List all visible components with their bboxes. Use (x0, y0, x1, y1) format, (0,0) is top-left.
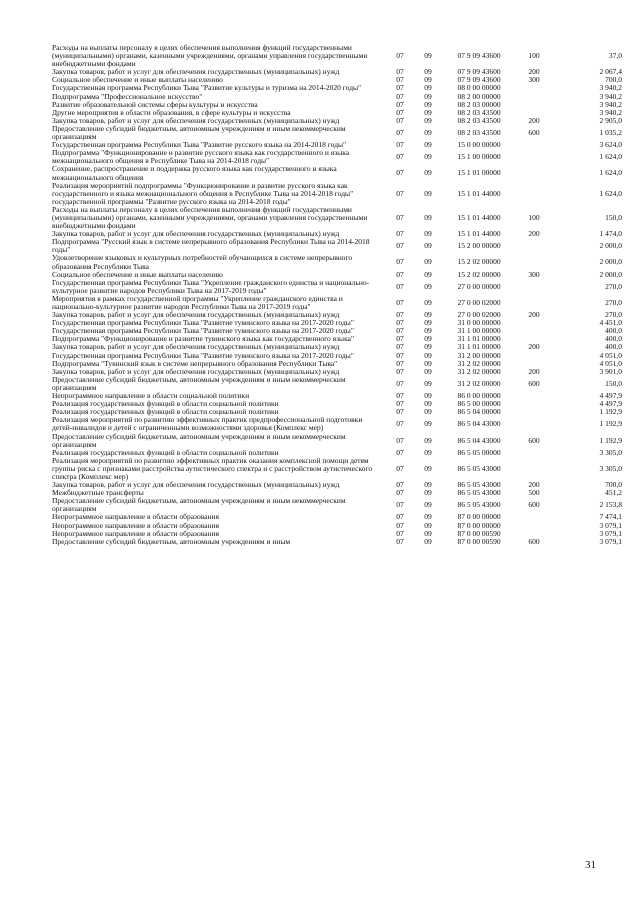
row-name: Реализация мероприятий по развитию эффективных практик предпрофессиональной подготовки детей-инвалидов и детей с ограниченными возможностями здоровья (Комплекс мер) (52, 415, 363, 433)
row-subsection: 09 (424, 399, 432, 409)
row-expense-type: 200 (528, 342, 540, 352)
row-target-article: 08 0 00 00000 (457, 83, 501, 93)
row-amount: 3 901,0 (599, 366, 622, 376)
row-subsection: 09 (424, 342, 432, 352)
table-row (52, 165, 622, 181)
row-section: 07 (396, 188, 404, 198)
row-section: 07 (396, 83, 404, 93)
row-expense-type: 600 (528, 127, 540, 137)
row-subsection: 09 (424, 67, 432, 77)
row-section: 07 (396, 107, 404, 117)
row-subsection: 09 (424, 212, 432, 222)
row-subsection: 09 (424, 241, 432, 251)
row-expense-type (516, 392, 552, 400)
row-expense-type (516, 513, 552, 521)
row-section: 07 (396, 512, 404, 522)
row-target-article: 15 2 00 00000 (457, 241, 501, 251)
row-section: 07 (396, 391, 404, 401)
row-target-article: 86 5 05 43000 (457, 488, 501, 498)
row-target-article: 87 0 00 00590 (457, 528, 501, 538)
row-amount: 4 051,0 (599, 358, 622, 368)
row-amount: 270,0 (605, 281, 622, 291)
row-amount: 4 497,9 (599, 391, 622, 401)
row-expense-type (516, 141, 552, 149)
row-subsection: 09 (424, 488, 432, 498)
row-amount: 150,0 (605, 378, 622, 388)
table-row (52, 254, 622, 270)
row-section: 07 (396, 269, 404, 279)
budget-table (52, 44, 622, 546)
row-target-article: 31 0 00 00000 (457, 318, 501, 328)
row-expense-type (516, 165, 552, 181)
row-amount: 3 079,1 (599, 536, 622, 546)
row-amount: 2 000,0 (599, 241, 622, 251)
row-expense-type (516, 416, 552, 432)
row-name: Социальное обеспечение и иные выплаты населению (52, 75, 223, 85)
row-expense-type (516, 327, 552, 335)
row-expense-type: 200 (528, 229, 540, 239)
row-name: Расходы на выплаты персоналу в целях обеспечения выполнения функций государственными (муниципальными) органами, казенными учреждениями, органами управления государственными внебюджетными фондами (52, 43, 368, 69)
row-section: 07 (396, 435, 404, 445)
row-amount: 4 451,0 (599, 318, 622, 328)
row-amount: 700,0 (605, 75, 622, 85)
row-expense-type (516, 238, 552, 254)
row-name: Непрограммное направление в области социальной политики (52, 391, 250, 401)
row-subsection: 09 (424, 257, 432, 267)
row-amount: 3 624,0 (599, 140, 622, 150)
row-section: 07 (396, 488, 404, 498)
row-amount: 400,0 (605, 326, 622, 336)
row-amount: 2 153,8 (599, 500, 622, 510)
row-amount: 400,0 (605, 334, 622, 344)
row-amount: 3 079,1 (599, 528, 622, 538)
row-name: Подпрограмма "Функционирование и развитие тувинского языка как государственного языка" (52, 334, 355, 344)
row-expense-type: 600 (528, 378, 540, 388)
row-name: Подпрограмма "Русский язык в системе непрерывного образования Республики Тыва на 2014-2018 годы" (52, 237, 370, 255)
budget-table-body (52, 44, 622, 546)
row-target-article: 31 2 02 00000 (457, 358, 501, 368)
row-target-article: 15 2 02 00000 (457, 257, 501, 267)
row-subsection: 09 (424, 91, 432, 101)
row-section: 07 (396, 168, 404, 178)
row-name: Предоставление субсидий бюджетным, автономным учреждениям и иным некоммерческим организациям (52, 123, 346, 142)
row-section: 07 (396, 528, 404, 538)
row-target-article: 27 0 00 02000 (457, 297, 501, 307)
row-section: 07 (396, 310, 404, 320)
row-target-article: 31 1 01 00000 (457, 342, 501, 352)
row-section: 07 (396, 75, 404, 85)
row-name: Социальное обеспечение и иные выплаты населению (52, 269, 223, 279)
row-name: Предоставление субсидий бюджетным, автономным учреждениям и иным некоммерческим организациям (52, 374, 346, 392)
row-expense-type (516, 400, 552, 408)
table-row (52, 433, 622, 449)
row-name: Удовлетворение языковых и культурных потребностей обучающихся в системе непрерывного образования Республики Тыва (52, 253, 353, 271)
row-section: 07 (396, 334, 404, 344)
row-name: Реализация государственных функций в области социальной политики (52, 399, 279, 409)
row-expense-type: 600 (528, 536, 540, 546)
row-section: 07 (396, 536, 404, 546)
row-target-article: 86 5 00 00000 (457, 399, 501, 409)
row-amount: 2 000,0 (599, 269, 622, 279)
row-amount: 37,0 (608, 51, 622, 61)
row-name: Предоставление субсидий бюджетным, автономным учреждениям и иным некоммерческим организациям (52, 431, 346, 449)
row-subsection: 09 (424, 99, 432, 109)
row-section: 07 (396, 366, 404, 376)
row-target-article: 31 2 02 00000 (457, 378, 501, 388)
row-subsection: 09 (424, 51, 432, 61)
row-name: Реализация государственных функций в области социальной политики (52, 407, 279, 417)
row-expense-type (516, 254, 552, 270)
row-expense-type: 100 (528, 212, 540, 222)
row-amount: 3 940,2 (599, 99, 622, 109)
row-subsection: 09 (424, 419, 432, 429)
row-expense-type (516, 352, 552, 360)
table-row (52, 182, 622, 206)
row-subsection: 09 (424, 188, 432, 198)
row-name: Непрограммное направление в области образования (52, 520, 219, 530)
row-subsection: 09 (424, 447, 432, 457)
row-subsection: 09 (424, 334, 432, 344)
row-name: Закупка товаров, работ и услуг для обеспечения государственных (муниципальных) нужд (52, 342, 340, 352)
row-amount: 1 035,2 (599, 127, 622, 137)
row-section: 07 (396, 350, 404, 360)
table-row (52, 44, 622, 68)
row-section: 07 (396, 297, 404, 307)
table-row (52, 238, 622, 254)
row-subsection: 09 (424, 435, 432, 445)
row-target-article: 87 0 00 00000 (457, 512, 501, 522)
row-amount: 2 000,0 (599, 257, 622, 267)
table-row (52, 149, 622, 165)
row-subsection: 09 (424, 536, 432, 546)
row-expense-type (516, 279, 552, 295)
row-expense-type: 300 (528, 75, 540, 85)
row-section: 07 (396, 407, 404, 417)
row-subsection: 09 (424, 463, 432, 473)
row-section: 07 (396, 342, 404, 352)
row-section: 07 (396, 67, 404, 77)
row-name: Подпрограмма "Тувинский язык в системе непрерывного образования Республики Тыва" (52, 358, 338, 368)
row-amount: 3 940,2 (599, 107, 622, 117)
row-name: Расходы на выплаты персоналу в целях обеспечения выполнения функций государственными (муниципальными) органами, казенными учреждениями, органами управления государственными внебюджетными фондами (52, 204, 368, 231)
row-subsection: 09 (424, 168, 432, 178)
row-section: 07 (396, 241, 404, 251)
row-name: Закупка товаров, работ и услуг для обеспечения государственных (муниципальных) нужд (52, 229, 340, 239)
row-section: 07 (396, 99, 404, 109)
row-target-article: 08 2 03 43500 (457, 127, 501, 137)
row-section: 07 (396, 480, 404, 490)
row-target-article: 07 9 09 43600 (457, 51, 501, 61)
row-section: 07 (396, 51, 404, 61)
row-target-article: 86 5 05 00000 (457, 447, 501, 457)
row-amount: 1 192,9 (599, 435, 622, 445)
row-expense-type (516, 457, 552, 481)
row-expense-type: 200 (528, 310, 540, 320)
row-subsection: 09 (424, 378, 432, 388)
row-name: Государственная программа Республики Тыва "Развитие культуры и туризма на 2014-2020 годы" (52, 83, 362, 93)
row-expense-type (516, 101, 552, 109)
table-row (52, 279, 622, 295)
row-subsection: 09 (424, 107, 432, 117)
row-amount: 3 305,0 (599, 463, 622, 473)
row-subsection: 09 (424, 326, 432, 336)
row-subsection: 09 (424, 127, 432, 137)
row-name: Государственная программа Республики Тыва "Развитие тувинского языка на 2017-2020 годы" (52, 326, 354, 336)
row-target-article: 27 0 00 02000 (457, 310, 501, 320)
row-expense-type (516, 182, 552, 206)
row-subsection: 09 (424, 358, 432, 368)
row-subsection: 09 (424, 512, 432, 522)
row-target-article: 15 1 01 44000 (457, 212, 501, 222)
row-name: Реализация государственных функций в области социальной политики (52, 447, 279, 457)
row-target-article: 15 1 00 00000 (457, 152, 501, 162)
row-section: 07 (396, 91, 404, 101)
row-target-article: 08 2 03 43500 (457, 107, 501, 117)
row-target-article: 86 5 04 43000 (457, 419, 501, 429)
row-target-article: 86 0 00 00000 (457, 391, 501, 401)
row-name: Реализация мероприятий по развитию эффективных практик оказания комплексной помощи детям группы риска с признаками расстройства аутистического спектра и с расстройством аутистического спектра (Комплекс мер) (52, 455, 373, 481)
row-section: 07 (396, 257, 404, 267)
row-subsection: 09 (424, 83, 432, 93)
row-amount: 1 624,0 (599, 152, 622, 162)
row-name: Закупка товаров, работ и услуг для обеспечения государственных (муниципальных) нужд (52, 115, 340, 125)
row-amount: 3 079,1 (599, 520, 622, 530)
row-target-article: 86 5 05 43000 (457, 463, 501, 473)
row-amount: 7 474,1 (599, 512, 622, 522)
row-section: 07 (396, 520, 404, 530)
row-section: 07 (396, 281, 404, 291)
row-amount: 1 624,0 (599, 188, 622, 198)
row-section: 07 (396, 447, 404, 457)
row-section: 07 (396, 500, 404, 510)
row-section: 07 (396, 115, 404, 125)
row-name: Предоставление субсидий бюджетным, автономным учреждениям и иным (52, 536, 291, 546)
row-expense-type (516, 93, 552, 101)
table-row (52, 125, 622, 141)
row-expense-type (516, 408, 552, 416)
table-row (52, 376, 622, 392)
row-section: 07 (396, 152, 404, 162)
row-expense-type: 100 (528, 51, 540, 61)
row-target-article: 31 1 00 00000 (457, 326, 501, 336)
row-name: Межбюджетные трансферты (52, 488, 144, 498)
table-row (52, 538, 622, 546)
row-target-article: 86 5 05 43000 (457, 500, 501, 510)
row-expense-type: 600 (528, 435, 540, 445)
row-name: Государственная программа Республики Тыва "Развитие тувинского языка на 2017-2020 годы" (52, 318, 354, 328)
row-subsection: 09 (424, 391, 432, 401)
row-expense-type (516, 522, 552, 530)
row-expense-type (516, 84, 552, 92)
row-expense-type: 300 (528, 269, 540, 279)
row-target-article: 86 5 05 43000 (457, 480, 501, 490)
row-subsection: 09 (424, 281, 432, 291)
row-expense-type: 200 (528, 115, 540, 125)
table-row (52, 206, 622, 230)
row-amount: 1 192,9 (599, 407, 622, 417)
row-amount: 3 305,0 (599, 447, 622, 457)
row-target-article: 15 1 01 00000 (457, 168, 501, 178)
row-section: 07 (396, 419, 404, 429)
row-subsection: 09 (424, 140, 432, 150)
row-expense-type (516, 149, 552, 165)
row-subsection: 09 (424, 75, 432, 85)
row-target-article: 86 5 04 43000 (457, 435, 501, 445)
row-expense-type (516, 449, 552, 457)
row-name: Закупка товаров, работ и услуг для обеспечения государственных (муниципальных) нужд (52, 310, 340, 320)
row-amount: 1 474,0 (599, 229, 622, 239)
row-amount: 3 940,2 (599, 91, 622, 101)
row-subsection: 09 (424, 350, 432, 360)
row-name: Развитие образовательной системы сферы культуры и искусства (52, 99, 258, 109)
row-section: 07 (396, 463, 404, 473)
row-name: Другие мероприятия в области образования, в сфере культуры и искусства (52, 107, 291, 117)
row-target-article: 08 2 00 00000 (457, 91, 501, 101)
row-subsection: 09 (424, 500, 432, 510)
row-target-article: 86 5 04 00000 (457, 407, 501, 417)
row-subsection: 09 (424, 528, 432, 538)
row-amount: 4 497,9 (599, 399, 622, 409)
row-target-article: 15 1 01 44000 (457, 188, 501, 198)
page-number: 31 (585, 859, 596, 871)
row-subsection: 09 (424, 269, 432, 279)
row-subsection: 09 (424, 310, 432, 320)
row-section: 07 (396, 127, 404, 137)
row-name: Непрограммное направление в области образования (52, 512, 219, 522)
row-name: Государственная программа Республики Тыва "Развитие русского языка на 2014-2018 годы" (52, 140, 347, 150)
row-name: Непрограммное направление в области образования (52, 528, 219, 538)
table-row (52, 497, 622, 513)
row-name: Предоставление субсидий бюджетным, автономным учреждениям и иным некоммерческим организациям (52, 496, 346, 514)
row-target-article: 31 2 00 00000 (457, 350, 501, 360)
row-target-article: 31 2 02 00000 (457, 366, 501, 376)
row-amount: 270,0 (605, 297, 622, 307)
table-row (52, 416, 622, 432)
row-amount: 4 051,0 (599, 350, 622, 360)
row-amount: 270,0 (605, 310, 622, 320)
row-name: Закупка товаров, работ и услуг для обеспечения государственных (муниципальных) нужд (52, 67, 340, 77)
row-target-article: 07 9 09 43600 (457, 75, 501, 85)
row-target-article: 15 2 02 00000 (457, 269, 501, 279)
row-section: 07 (396, 140, 404, 150)
table-row (52, 457, 622, 481)
row-amount: 2 905,0 (599, 115, 622, 125)
row-section: 07 (396, 326, 404, 336)
row-name: Закупка товаров, работ и услуг для обеспечения государственных (муниципальных) нужд (52, 480, 340, 490)
row-target-article: 08 2 03 43500 (457, 115, 501, 125)
row-name: Закупка товаров, работ и услуг для обеспечения государственных (муниципальных) нужд (52, 366, 340, 376)
row-amount: 1 192,9 (599, 419, 622, 429)
row-amount: 3 940,2 (599, 83, 622, 93)
row-target-article: 07 9 09 43600 (457, 67, 501, 77)
row-expense-type: 500 (528, 488, 540, 498)
row-name: Подпрограмма "Функционирование и развитие русского языка как государственного и языка межнационального общения в Республике Тыва на 2014-2018 годы" (52, 148, 350, 166)
row-expense-type: 600 (528, 500, 540, 510)
row-subsection: 09 (424, 407, 432, 417)
row-section: 07 (396, 378, 404, 388)
budget-document (52, 44, 622, 546)
row-target-article: 08 2 03 00000 (457, 99, 501, 109)
row-name: Сохранение, распространение и поддержка русского языка как государственного и языка межнационального общения (52, 164, 337, 182)
row-target-article: 15 0 00 00000 (457, 140, 501, 150)
row-amount: 400,0 (605, 342, 622, 352)
row-section: 07 (396, 212, 404, 222)
row-target-article: 87 0 00 00590 (457, 536, 501, 546)
row-amount: 700,0 (605, 480, 622, 490)
row-subsection: 09 (424, 520, 432, 530)
row-target-article: 31 1 01 00000 (457, 334, 501, 344)
row-name: Государственная программа Республики Тыва "Развитие тувинского языка на 2017-2020 годы" (52, 350, 354, 360)
row-subsection: 09 (424, 229, 432, 239)
row-expense-type (516, 319, 552, 327)
row-target-article: 87 0 00 00000 (457, 520, 501, 530)
row-subsection: 09 (424, 115, 432, 125)
table-row (52, 295, 622, 311)
row-amount: 1 624,0 (599, 168, 622, 178)
row-section: 07 (396, 358, 404, 368)
row-subsection: 09 (424, 318, 432, 328)
row-subsection: 09 (424, 297, 432, 307)
row-name: Подпрограмма "Профессиональное искусство" (52, 91, 203, 101)
row-target-article: 15 1 01 44000 (457, 229, 501, 239)
row-amount: 150,0 (605, 212, 622, 222)
row-expense-type (516, 295, 552, 311)
row-expense-type: 200 (528, 366, 540, 376)
row-expense-type: 200 (528, 480, 540, 490)
row-section: 07 (396, 318, 404, 328)
row-subsection: 09 (424, 480, 432, 490)
row-expense-type: 200 (528, 67, 540, 77)
row-name: Мероприятия в рамках государственной программы "Укрепление гражданского единства и национально-культурное развитие народов Республики Тыва на 2017-2019 годы" (52, 293, 343, 311)
row-amount: 2 067,4 (599, 67, 622, 77)
row-name: Государственная программа Республики Тыва "Укрепление гражданского единства и национально-культурное развитие народов Республики Тыва на 2017-2019 годы" (52, 277, 370, 295)
row-name: Реализация мероприятий подпрограммы "Функционирование и развитие русского языка как государственного и языка межнационального общения в Республике Тыва на 2014-2018 годы" государственной программы "Развитие русского языка на 2014-2018 годы" (52, 180, 354, 206)
row-subsection: 09 (424, 366, 432, 376)
row-amount: 451,2 (605, 488, 622, 498)
row-target-article: 27 0 00 00000 (457, 281, 501, 291)
row-section: 07 (396, 229, 404, 239)
row-subsection: 09 (424, 152, 432, 162)
row-section: 07 (396, 399, 404, 409)
